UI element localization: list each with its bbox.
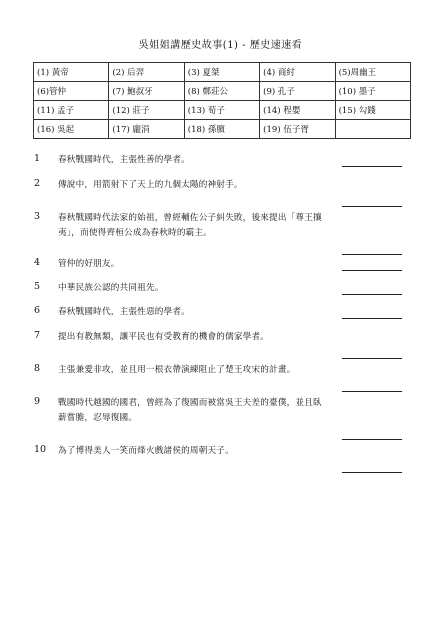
name-cell: (8) 鄭莊公 [184, 82, 259, 101]
name-cell: (6)管仲 [34, 82, 109, 101]
question-text: 管仲的好朋友。 [58, 259, 120, 269]
question-text: 春秋戰國時代法家的始祖，曾經輔佐公子糾失敗，後來提出「尊王攘夷」，而使得齊桓公成為春秋時的霸主。 [58, 213, 322, 238]
name-cell: (3) 夏桀 [184, 63, 259, 82]
answer-blank[interactable] [342, 294, 402, 295]
table-row [34, 120, 411, 139]
question-text: 春秋戰國時代，主張性惡的學者。 [58, 307, 190, 317]
name-cell: (1) 黃帝 [34, 63, 109, 82]
question-text: 主張兼愛非攻，並且用一根衣帶演練阻止了楚王攻宋的計畫。 [58, 365, 296, 375]
name-cell: (17) 龐涓 [109, 120, 184, 139]
name-cell [335, 120, 410, 139]
name-cell: (10) 墨子 [335, 82, 410, 101]
answer-blank[interactable] [342, 270, 402, 271]
name-cell: (14) 程嬰 [260, 101, 335, 120]
name-cell: (19) 伍子胥 [260, 120, 335, 139]
question-text: 戰國時代越國的國君，曾經為了復國而被當吳王夫差的臺僕，並且臥薪嘗膽，忍辱復國。 [58, 398, 322, 423]
name-cell: (16) 吳起 [34, 120, 109, 139]
names-table [33, 62, 411, 139]
name-cell: (7) 鮑叔牙 [109, 82, 184, 101]
question-text: 傳說中，用箭射下了天上的九個太陽的神射手。 [58, 180, 243, 190]
question-text: 春秋戰國時代，主張性善的學者。 [58, 155, 190, 165]
question-number: 3 [34, 211, 41, 222]
name-cell: (4) 商紂 [260, 63, 335, 82]
name-cell: (15) 勾踐 [335, 101, 410, 120]
name-cell: (12) 莊子 [109, 101, 184, 120]
answer-blank[interactable] [342, 472, 402, 473]
question-number: 4 [34, 257, 41, 268]
table-row [34, 63, 411, 82]
question-number: 6 [34, 305, 41, 316]
question-number: 8 [34, 363, 41, 374]
table-row [34, 82, 411, 101]
answer-blank[interactable] [342, 391, 402, 392]
answer-blank[interactable] [342, 166, 402, 167]
question-text: 為了博得美人一笑而烽火戲諸侯的周朝天子。 [58, 446, 234, 456]
name-cell: (18) 孫臏 [184, 120, 259, 139]
question-number: 10 [34, 444, 47, 455]
question-number: 2 [34, 178, 41, 189]
answer-blank[interactable] [342, 254, 402, 255]
page-title: 吳姐姐講歷史故事(1) - 歷史速速看 [138, 40, 303, 51]
answer-blank[interactable] [342, 206, 402, 207]
question-number: 5 [34, 281, 41, 292]
question-text: 提出有教無類，讓平民也有受教育的機會的儒家學者。 [58, 332, 270, 342]
name-cell: (9) 孔子 [260, 82, 335, 101]
name-cell: (2) 后羿 [109, 63, 184, 82]
question-number: 1 [34, 153, 41, 164]
name-cell: (5)周幽王 [335, 63, 410, 82]
name-cell: (11) 孟子 [34, 101, 109, 120]
answer-blank[interactable] [342, 358, 402, 359]
table-row [34, 101, 411, 120]
question-number: 9 [34, 396, 41, 407]
answer-blank[interactable] [342, 439, 402, 440]
question-text: 中華民族公認的共同祖先。 [58, 283, 164, 293]
name-cell: (13) 荀子 [184, 101, 259, 120]
answer-blank[interactable] [342, 318, 402, 319]
question-number: 7 [34, 330, 41, 341]
